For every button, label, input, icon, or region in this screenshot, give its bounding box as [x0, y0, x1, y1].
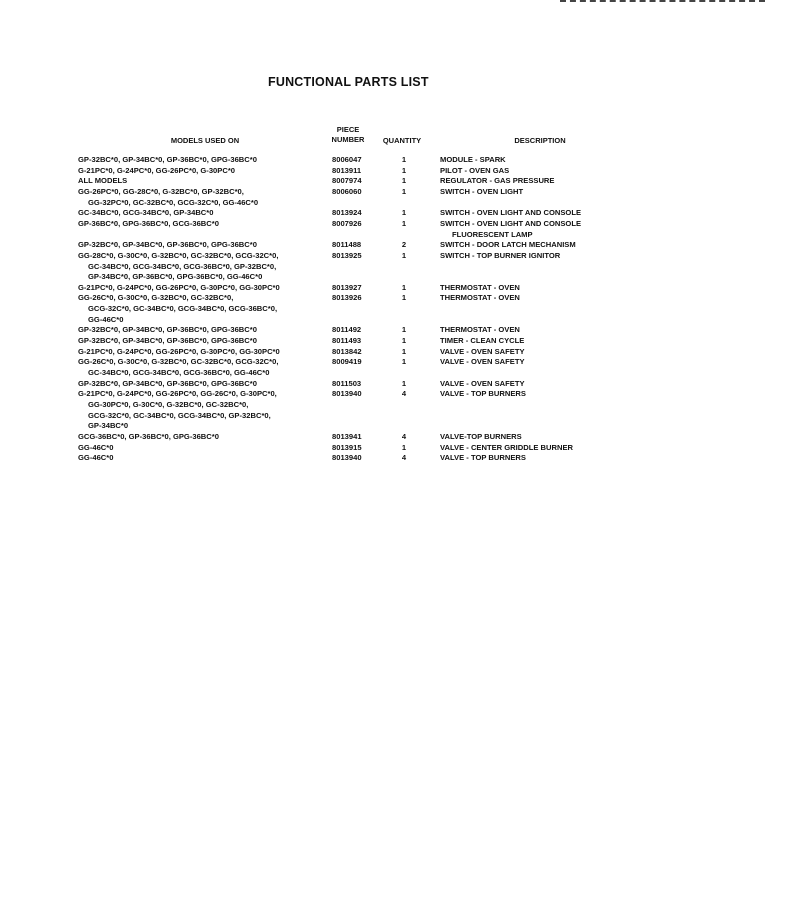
- models-cell: [78, 293, 277, 325]
- models-line: G-21PC*0, G-24PC*0, GG-26PC*0, G-30PC*0, GG-30PC*0: [78, 346, 280, 356]
- description-cell: [440, 240, 576, 251]
- description-cell: [440, 293, 520, 304]
- models-cell: [78, 379, 257, 390]
- header-piece-line1: PIECE: [336, 125, 360, 134]
- models-cell: [78, 155, 257, 166]
- quantity-cell: 1: [401, 325, 407, 335]
- quantity-cell: 4: [401, 389, 407, 399]
- models-cell: [78, 357, 278, 378]
- description-line: THERMOSTAT - OVEN: [440, 282, 520, 292]
- piece-number-cell: 8013940: [332, 389, 362, 399]
- description-cell: [440, 251, 560, 262]
- models-cell: [78, 443, 113, 454]
- models-line: GG-26PC*0, GG-28C*0, G-32BC*0, GP-32BC*0,: [78, 186, 244, 196]
- models-line: GG-46C*0: [88, 314, 124, 324]
- quantity-cell: 1: [401, 250, 407, 260]
- description-line: TIMER - CLEAN CYCLE: [440, 336, 525, 346]
- models-line: GP-32BC*0, GP-34BC*0, GP-36BC*0, GPG-36BC*0: [78, 378, 257, 388]
- description-line: THERMOSTAT - OVEN: [440, 293, 520, 303]
- models-cell: [78, 176, 127, 187]
- piece-number-cell: 8013915: [332, 442, 362, 452]
- models-cell: [78, 187, 258, 208]
- models-line: GCG-32C*0, GC-34BC*0, GCG-34BC*0, GCG-36BC*0,: [88, 304, 278, 314]
- scan-header-marks: [560, 0, 765, 5]
- models-cell: [78, 166, 235, 177]
- models-line: GC-34BC*0, GCG-34BC*0, GP-34BC*0: [78, 208, 214, 218]
- quantity-cell: 1: [401, 155, 407, 164]
- models-cell: [78, 283, 280, 294]
- quantity-cell: 1: [401, 282, 407, 292]
- description-cell: [440, 219, 581, 240]
- description-line: SWITCH - TOP BURNER IGNITOR: [440, 250, 561, 260]
- models-line: GP-32BC*0, GP-34BC*0, GP-36BC*0, GPG-36BC*0: [78, 155, 257, 164]
- piece-number-cell: 8006047: [332, 155, 362, 164]
- models-line: GG-46C*0: [78, 453, 114, 463]
- description-cell: [440, 379, 525, 390]
- piece-number-cell: 8006060: [332, 186, 362, 196]
- description-line: VALVE - TOP BURNERS: [440, 389, 526, 399]
- models-line: GP-36BC*0, GPG-36BC*0, GCG-36BC*0: [78, 218, 219, 228]
- description-cell: [440, 325, 520, 336]
- quantity-cell: 1: [401, 357, 407, 367]
- models-line: GG-30PC*0, G-30C*0, G-32BC*0, GC-32BC*0,: [88, 399, 249, 409]
- header-piece-line2: NUMBER: [331, 135, 365, 144]
- header-piece-number: [326, 125, 370, 145]
- description-line: VALVE - OVEN SAFETY: [440, 346, 525, 356]
- piece-number-cell: 8013940: [332, 453, 362, 463]
- description-line: SWITCH - OVEN LIGHT AND CONSOLE: [440, 218, 582, 228]
- models-line: GP-34BC*0, GP-36BC*0, GPG-36BC*0, GG-46C*0: [88, 272, 263, 282]
- piece-number-cell: 8011493: [332, 336, 362, 346]
- models-line: GC-34BC*0, GCG-34BC*0, GCG-36BC*0, GG-46C*0: [88, 368, 270, 377]
- models-line: GP-32BC*0, GP-34BC*0, GP-36BC*0, GPG-36BC*0: [78, 325, 257, 335]
- description-line: VALVE - CENTER GRIDDLE BURNER: [440, 442, 574, 452]
- models-line: GG-28C*0, G-30C*0, G-32BC*0, GC-32BC*0, GCG-32C*0,: [78, 250, 279, 260]
- description-line: SWITCH - OVEN LIGHT: [440, 186, 524, 196]
- description-line: FLUORESCENT LAMP: [452, 229, 533, 239]
- models-line: GP-32BC*0, GP-34BC*0, GP-36BC*0, GPG-36BC*0: [78, 240, 257, 250]
- piece-number-cell: 8013911: [332, 165, 362, 175]
- models-cell: [78, 336, 257, 347]
- description-cell: [440, 443, 573, 454]
- models-line: GG-32PC*0, GC-32BC*0, GCG-32C*0, GG-46C*0: [88, 197, 259, 207]
- models-cell: [78, 432, 219, 443]
- description-cell: [440, 336, 524, 347]
- header-description: DESCRIPTION: [514, 136, 566, 145]
- description-line: THERMOSTAT - OVEN: [440, 325, 520, 335]
- models-line: GG-26C*0, G-30C*0, G-32BC*0, GC-32BC*0,: [78, 293, 234, 303]
- models-cell: [78, 389, 277, 432]
- models-cell: [78, 453, 113, 464]
- quantity-cell: 1: [401, 186, 407, 196]
- models-cell: [78, 240, 257, 251]
- models-cell: [78, 208, 213, 219]
- models-cell: [78, 325, 257, 336]
- models-line: GC-34BC*0, GCG-34BC*0, GCG-36BC*0, GP-32BC*0,: [88, 261, 277, 271]
- description-line: MODULE - SPARK: [440, 155, 506, 164]
- description-line: VALVE - OVEN SAFETY: [440, 378, 525, 388]
- piece-number-cell: 8011488: [332, 240, 362, 250]
- quantity-cell: 1: [401, 442, 407, 452]
- quantity-cell: 1: [401, 208, 407, 218]
- quantity-cell: 1: [401, 336, 407, 346]
- quantity-cell: 1: [401, 165, 407, 175]
- models-cell: [78, 251, 278, 283]
- header-quantity: QUANTITY: [382, 136, 422, 145]
- description-line: VALVE - OVEN SAFETY: [440, 357, 525, 367]
- piece-number-cell: 8013842: [332, 346, 362, 356]
- piece-number-cell: 8013926: [332, 293, 362, 303]
- piece-number-cell: 8013927: [332, 282, 362, 292]
- models-line: G-21PC*0, G-24PC*0, GG-26PC*0, G-30PC*0, GG-30PC*0: [78, 282, 280, 292]
- quantity-cell: 1: [401, 346, 407, 356]
- description-line: SWITCH - DOOR LATCH MECHANISM: [440, 240, 576, 250]
- description-cell: [440, 283, 520, 294]
- description-cell: [440, 432, 522, 443]
- quantity-cell: 1: [401, 293, 407, 303]
- quantity-cell: 2: [401, 240, 407, 250]
- header-models: MODELS USED ON: [170, 136, 240, 145]
- models-line: GG-26C*0, G-30C*0, G-32BC*0, GC-32BC*0, GCG-32C*0,: [78, 357, 279, 367]
- description-cell: [440, 389, 526, 400]
- piece-number-cell: 8011503: [332, 378, 362, 388]
- description-cell: [440, 166, 509, 177]
- quantity-cell: 1: [401, 378, 407, 388]
- piece-number-cell: 8009419: [332, 357, 362, 367]
- models-line: GP-34BC*0: [88, 421, 129, 431]
- description-cell: [440, 453, 526, 464]
- description-line: VALVE-TOP BURNERS: [440, 431, 522, 441]
- page-title: FUNCTIONAL PARTS LIST: [268, 75, 429, 89]
- quantity-cell: 4: [401, 431, 407, 441]
- quantity-cell: 1: [401, 218, 407, 228]
- piece-number-cell: 8007974: [332, 176, 362, 186]
- description-line: VALVE - TOP BURNERS: [440, 453, 526, 463]
- models-cell: [78, 347, 280, 358]
- models-line: GP-32BC*0, GP-34BC*0, GP-36BC*0, GPG-36BC*0: [78, 336, 257, 346]
- description-line: PILOT - OVEN GAS: [440, 165, 510, 175]
- description-line: REGULATOR - GAS PRESSURE: [440, 176, 555, 186]
- description-cell: [440, 347, 525, 358]
- models-line: GCG-36BC*0, GP-36BC*0, GPG-36BC*0: [78, 431, 219, 441]
- models-line: G-21PC*0, G-24PC*0, GG-26PC*0, GG-26C*0, G-30PC*0,: [78, 389, 277, 399]
- quantity-cell: 4: [401, 453, 407, 463]
- piece-number-cell: 8013924: [332, 208, 362, 218]
- piece-number-cell: 8007926: [332, 218, 362, 228]
- description-cell: [440, 155, 506, 166]
- description-cell: [440, 187, 523, 198]
- description-cell: [440, 208, 581, 219]
- description-cell: [440, 357, 525, 368]
- description-cell: [440, 176, 554, 187]
- quantity-cell: 1: [401, 176, 407, 186]
- description-line: SWITCH - OVEN LIGHT AND CONSOLE: [440, 208, 582, 218]
- piece-number-cell: 8013941: [332, 431, 362, 441]
- models-line: G-21PC*0, G-24PC*0, GG-26PC*0, G-30PC*0: [78, 165, 236, 175]
- piece-number-cell: 8013925: [332, 250, 362, 260]
- piece-number-cell: 8011492: [332, 325, 362, 335]
- models-cell: [78, 219, 219, 230]
- models-line: GG-46C*0: [78, 442, 114, 452]
- models-line: GCG-32C*0, GC-34BC*0, GCG-34BC*0, GP-32BC*0,: [88, 410, 271, 420]
- models-line: ALL MODELS: [78, 176, 128, 186]
